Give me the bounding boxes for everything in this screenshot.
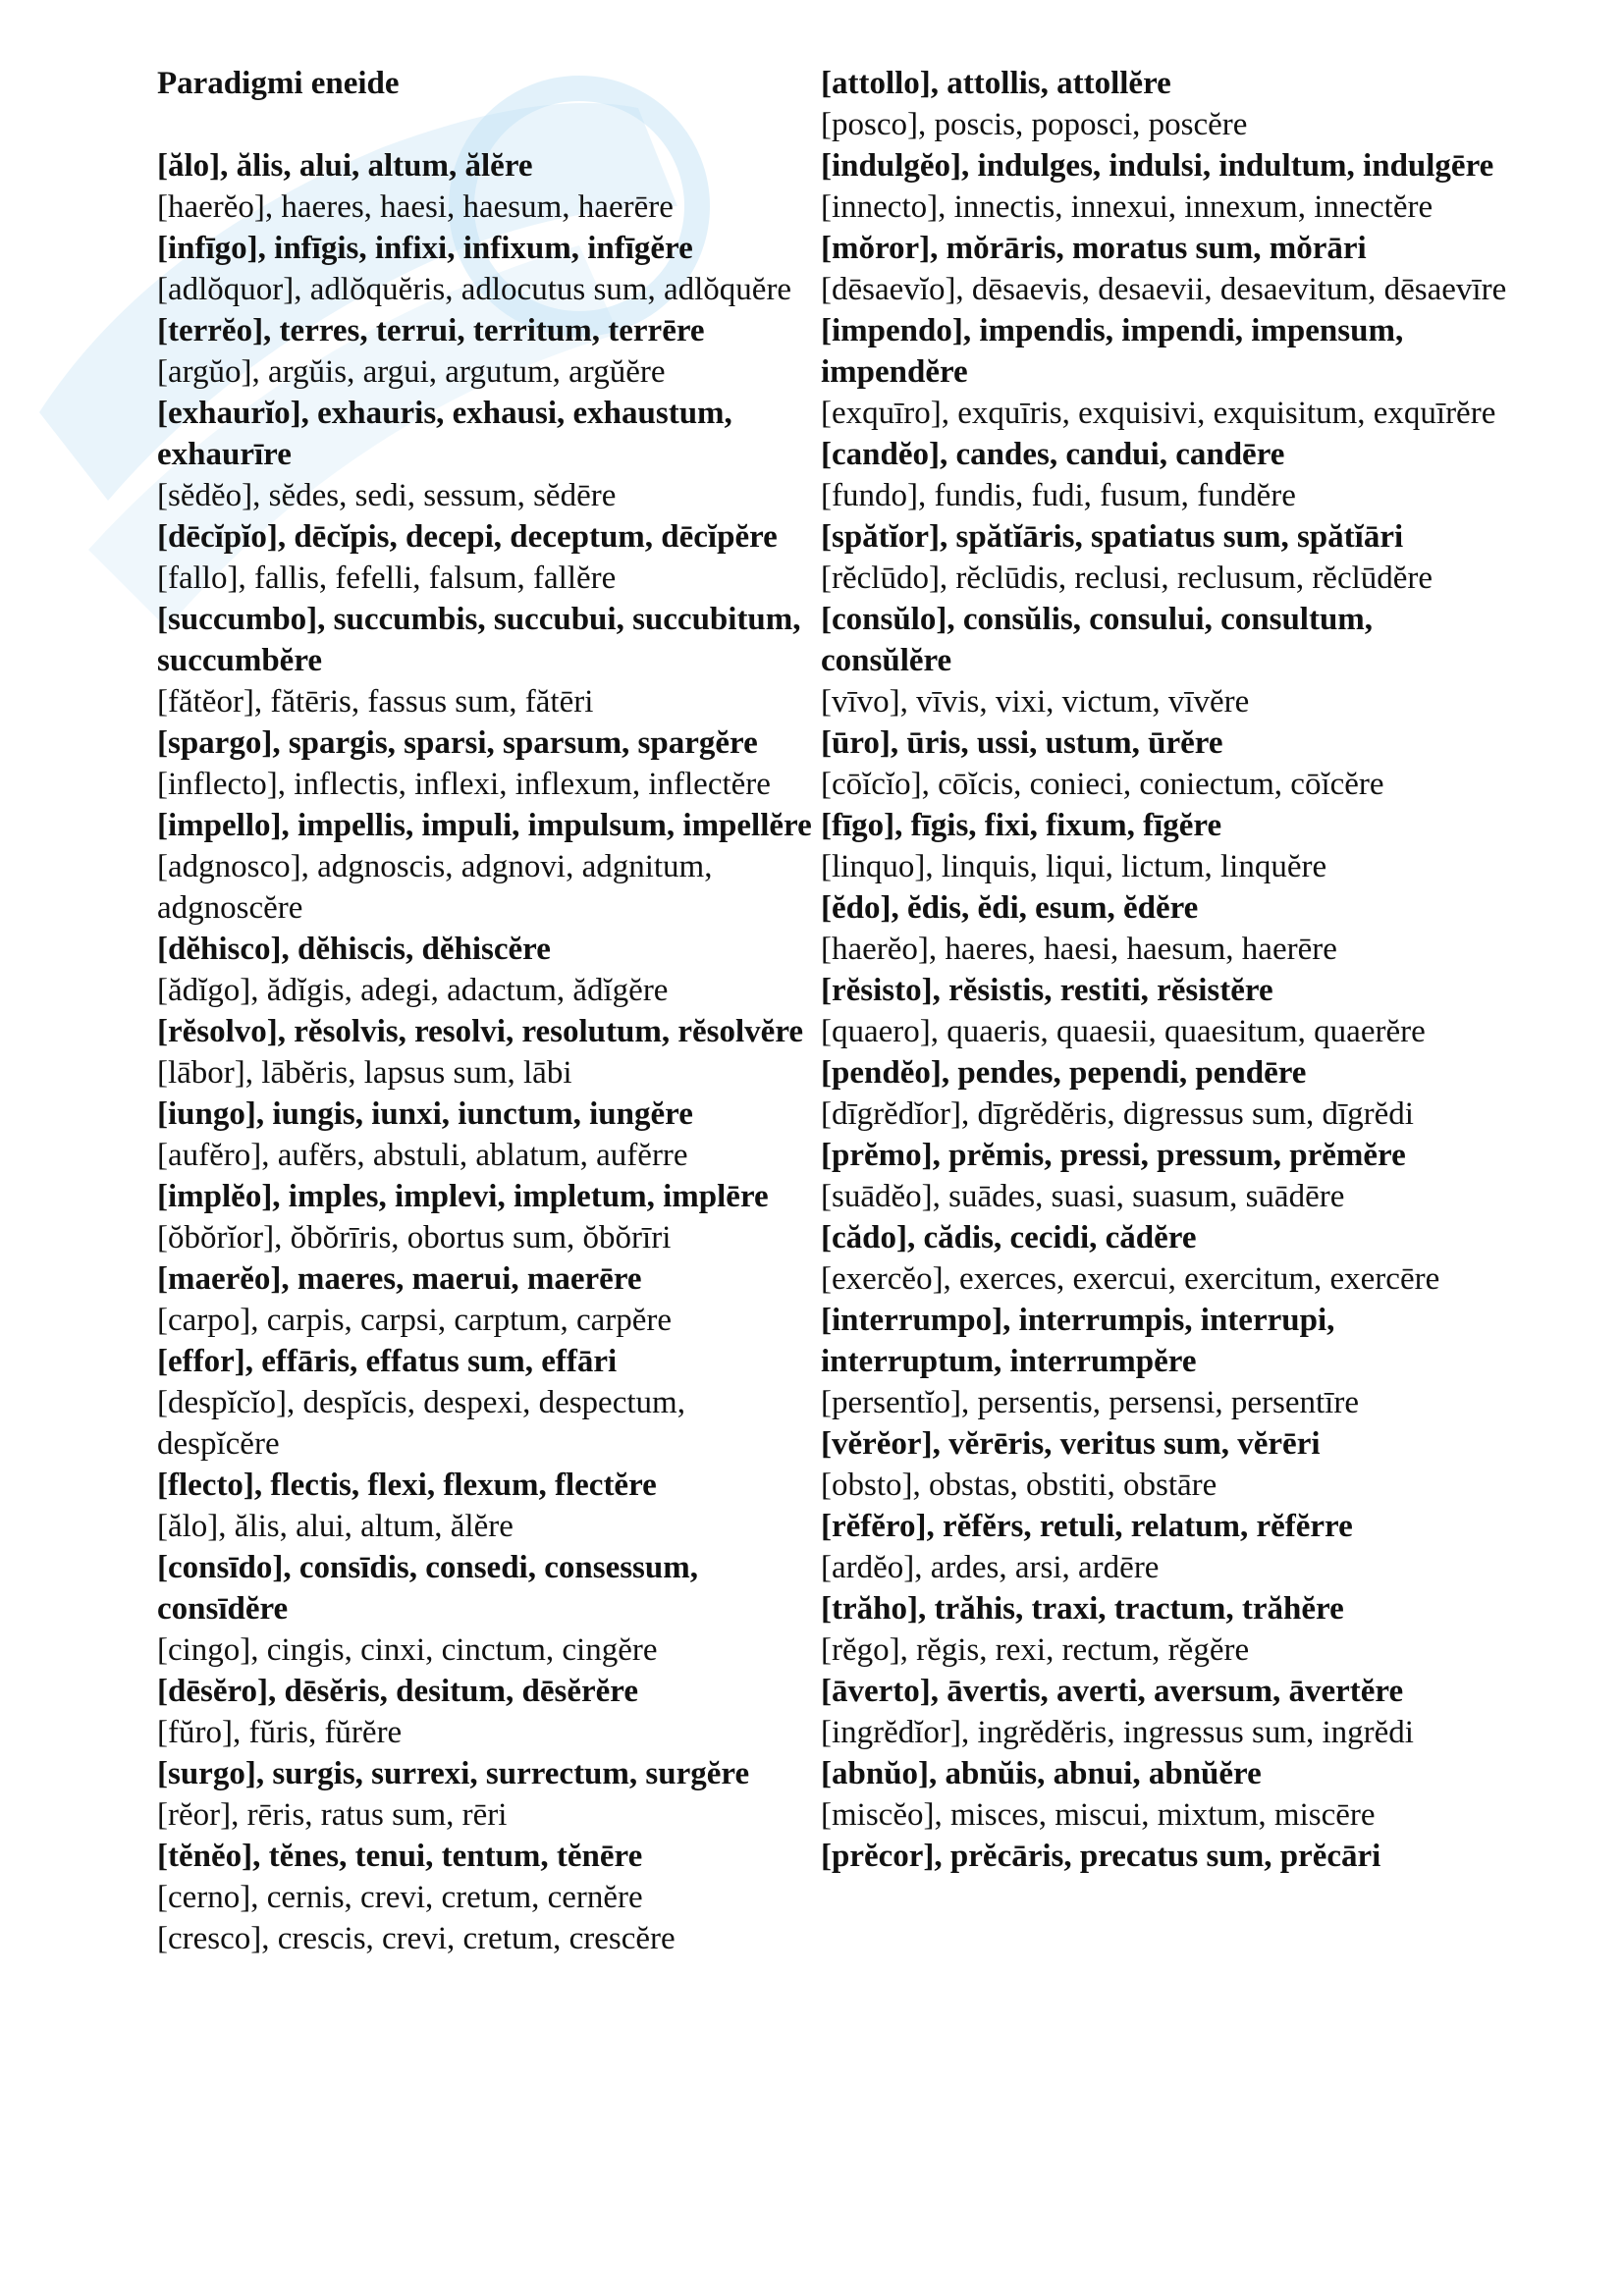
verb-entry: [rĕclūdo], rĕclūdis, reclusi, reclusum, rĕclūdĕre xyxy=(821,561,1434,596)
verb-entry: [vĕrĕor], vĕrēris, veritus sum, vĕrēri xyxy=(821,1426,1321,1462)
verb-entry: [rĕsolvo], rĕsolvis, resolvi, resolutum, rĕsolvĕre xyxy=(157,1014,804,1049)
verb-entry: [inflecto], inflectis, inflexi, inflexum, inflectĕre xyxy=(157,767,771,802)
verb-entry: [ălo], ălis, alui, altum, ălĕre xyxy=(157,148,533,184)
verb-entry: [exhaurĭo], exhauris, exhausi, exhaustum, exhaurīre xyxy=(157,396,732,472)
verb-entry: [lābor], lābĕris, lapsus sum, lābi xyxy=(157,1055,572,1091)
title-spacer xyxy=(157,104,815,145)
verb-entry: [maerĕo], maeres, maerui, maerēre xyxy=(157,1261,642,1297)
verb-entry: [tĕnĕo], tĕnes, tenui, tentum, tĕnēre xyxy=(157,1839,643,1874)
verb-entry: [dēsĕro], dēsĕris, desitum, dēsĕrĕre xyxy=(157,1674,638,1709)
verb-entry: [fŭro], fŭris, fŭrĕre xyxy=(157,1715,403,1750)
verb-entry: [fallo], fallis, fefelli, falsum, fallĕre xyxy=(157,561,617,596)
verb-entry: [sĕdĕo], sĕdes, sedi, sessum, sĕdēre xyxy=(157,478,617,513)
left-column xyxy=(157,63,815,1959)
verb-entry: [fătĕor], fătēris, fassus sum, fătēri xyxy=(157,684,594,720)
verb-entry: [candĕo], candes, candui, candēre xyxy=(821,437,1285,472)
verb-entry: [adgnosco], adgnoscis, adgnovi, adgnitum, adgnoscĕre xyxy=(157,849,713,926)
verb-entry: [ardĕo], ardes, arsi, ardēre xyxy=(821,1550,1160,1585)
verb-entry: [haerĕo], haeres, haesi, haesum, haerēre xyxy=(157,189,674,225)
verb-entry: [surgo], surgis, surrexi, surrectum, surgĕre xyxy=(157,1756,750,1791)
verb-entry: [quaero], quaeris, quaesii, quaesitum, quaerĕre xyxy=(821,1014,1426,1049)
verb-entry: [āverto], āvertis, averti, aversum, āvertĕre xyxy=(821,1674,1404,1709)
verb-entry: [consŭlo], consŭlis, consului, consultum, consŭlĕre xyxy=(821,602,1374,678)
left-entry-list xyxy=(157,145,815,1959)
verb-entry: [posco], poscis, poposci, poscĕre xyxy=(821,107,1248,142)
verb-entry: [trăho], trăhis, traxi, tractum, trăhĕre xyxy=(821,1591,1344,1627)
verb-entry: [cădo], cădis, cecidi, cădĕre xyxy=(821,1220,1197,1255)
verb-entry: [cerno], cernis, crevi, cretum, cernĕre xyxy=(157,1880,643,1915)
verb-entry: [exquīro], exquīris, exquisivi, exquisitum, exquīrĕre xyxy=(821,396,1496,431)
verb-entry: [miscĕo], misces, miscui, mixtum, miscēre xyxy=(821,1797,1376,1833)
verb-entry: [despĭcĭo], despĭcis, despexi, despectum, despĭcĕre xyxy=(157,1385,685,1462)
verb-entry: [effor], effāris, effatus sum, effāri xyxy=(157,1344,618,1379)
verb-entry: [mŏror], mŏrāris, moratus sum, mŏrāri xyxy=(821,231,1367,266)
right-entry-list xyxy=(821,63,1508,1877)
verb-entry: [rĕsisto], rĕsistis, restiti, rĕsistĕre xyxy=(821,973,1273,1008)
verb-entry: [prĕcor], prĕcāris, precatus sum, prĕcāri xyxy=(821,1839,1381,1874)
verb-entry: [argŭo], argŭis, argui, argutum, argŭĕre xyxy=(157,354,666,390)
verb-entry: [rĕgo], rĕgis, rexi, rectum, rĕgĕre xyxy=(821,1632,1250,1668)
verb-entry: [prĕmo], prĕmis, pressi, pressum, prĕmĕre xyxy=(821,1138,1406,1173)
verb-entry: [exercĕo], exerces, exercui, exercitum, exercēre xyxy=(821,1261,1440,1297)
verb-entry: [terrĕo], terres, terrui, territum, terrēre xyxy=(157,313,705,348)
verb-entry: [suādĕo], suādes, suasi, suasum, suādēre xyxy=(821,1179,1345,1214)
verb-entry: [rĕfĕro], rĕfĕrs, retuli, relatum, rĕfĕrre xyxy=(821,1509,1353,1544)
verb-entry: [ingrĕdĭor], ingrĕdĕris, ingressus sum, ingrĕdi xyxy=(821,1715,1414,1750)
verb-entry: [ĕdo], ĕdis, ĕdi, esum, ĕdĕre xyxy=(821,890,1199,926)
verb-entry: [spargo], spargis, sparsi, sparsum, spargĕre xyxy=(157,725,758,761)
verb-entry: [spătĭor], spătĭāris, spatiatus sum, spătĭāri xyxy=(821,519,1404,555)
verb-entry: [cōĭcĭo], cōĭcis, conieci, coniectum, cōĭcĕre xyxy=(821,767,1384,802)
verb-entry: [dēcĭpĭo], dēcĭpis, decepi, deceptum, dēcĭpĕre xyxy=(157,519,778,555)
verb-entry: [ŏbŏrĭor], ŏbŏrīris, obortus sum, ŏbŏrīri xyxy=(157,1220,672,1255)
verb-entry: [indulgĕo], indulges, indulsi, indultum, indulgēre xyxy=(821,148,1494,184)
verb-entry: [fīgo], fīgis, fixi, fixum, fīgĕre xyxy=(821,808,1222,843)
verb-entry: [abnŭo], abnŭis, abnui, abnŭĕre xyxy=(821,1756,1262,1791)
document-title: Paradigmi eneide xyxy=(157,66,400,101)
verb-entry: [ūro], ūris, ussi, ustum, ūrĕre xyxy=(821,725,1223,761)
verb-entry: [innecto], innectis, innexui, innexum, innectĕre xyxy=(821,189,1434,225)
verb-entry: [implĕo], imples, implevi, impletum, implēre xyxy=(157,1179,769,1214)
verb-entry: [ădĭgo], ădĭgis, adegi, adactum, ădĭgĕre xyxy=(157,973,669,1008)
right-column xyxy=(821,63,1508,1877)
verb-entry: [fundo], fundis, fudi, fusum, fundĕre xyxy=(821,478,1296,513)
verb-entry: [flecto], flectis, flexi, flexum, flectĕre xyxy=(157,1468,657,1503)
verb-entry: [iungo], iungis, iunxi, iunctum, iungĕre xyxy=(157,1096,693,1132)
verb-entry: [rĕor], rēris, ratus sum, rēri xyxy=(157,1797,508,1833)
verb-entry: [persentĭo], persentis, persensi, persentīre xyxy=(821,1385,1359,1420)
verb-entry: [cingo], cingis, cinxi, cinctum, cingĕre xyxy=(157,1632,658,1668)
verb-entry: [dĕhisco], dĕhiscis, dĕhiscĕre xyxy=(157,932,551,967)
verb-entry: [adlŏquor], adlŏquĕris, adlocutus sum, adlŏquĕre xyxy=(157,272,792,307)
verb-entry: [carpo], carpis, carpsi, carptum, carpĕre xyxy=(157,1303,673,1338)
verb-entry: [consīdo], consīdis, consedi, consessum, consīdĕre xyxy=(157,1550,698,1627)
verb-entry: [impello], impellis, impuli, impulsum, impellĕre xyxy=(157,808,812,843)
verb-entry: [interrumpo], interrumpis, interrupi, interruptum, interrumpĕre xyxy=(821,1303,1335,1379)
verb-entry: [pendĕo], pendes, pependi, pendēre xyxy=(821,1055,1307,1091)
verb-entry: [succumbo], succumbis, succubui, succubitum, succumbĕre xyxy=(157,602,801,678)
verb-entry: [attollo], attollis, attollĕre xyxy=(821,66,1171,101)
verb-entry: [aufĕro], aufĕrs, abstuli, ablatum, aufĕrre xyxy=(157,1138,688,1173)
verb-entry: [haerĕo], haeres, haesi, haesum, haerēre xyxy=(821,932,1337,967)
verb-entry: [vīvo], vīvis, vixi, victum, vīvĕre xyxy=(821,684,1250,720)
verb-entry: [cresco], crescis, crevi, cretum, crescĕre xyxy=(157,1921,676,1956)
verb-entry: [impendo], impendis, impendi, impensum, impendĕre xyxy=(821,313,1404,390)
verb-entry: [obsto], obstas, obstiti, obstāre xyxy=(821,1468,1217,1503)
verb-entry: [dēsaevĭo], dēsaevis, desaevii, desaevitum, dēsaevīre xyxy=(821,272,1507,307)
verb-entry: [linquo], linquis, liqui, lictum, linquĕre xyxy=(821,849,1327,884)
verb-entry: [dīgrĕdĭor], dīgrĕdĕris, digressus sum, dīgrĕdi xyxy=(821,1096,1414,1132)
verb-entry: [infīgo], infīgis, infixi, infixum, infīgĕre xyxy=(157,231,693,266)
verb-entry: [ălo], ălis, alui, altum, ălĕre xyxy=(157,1509,514,1544)
